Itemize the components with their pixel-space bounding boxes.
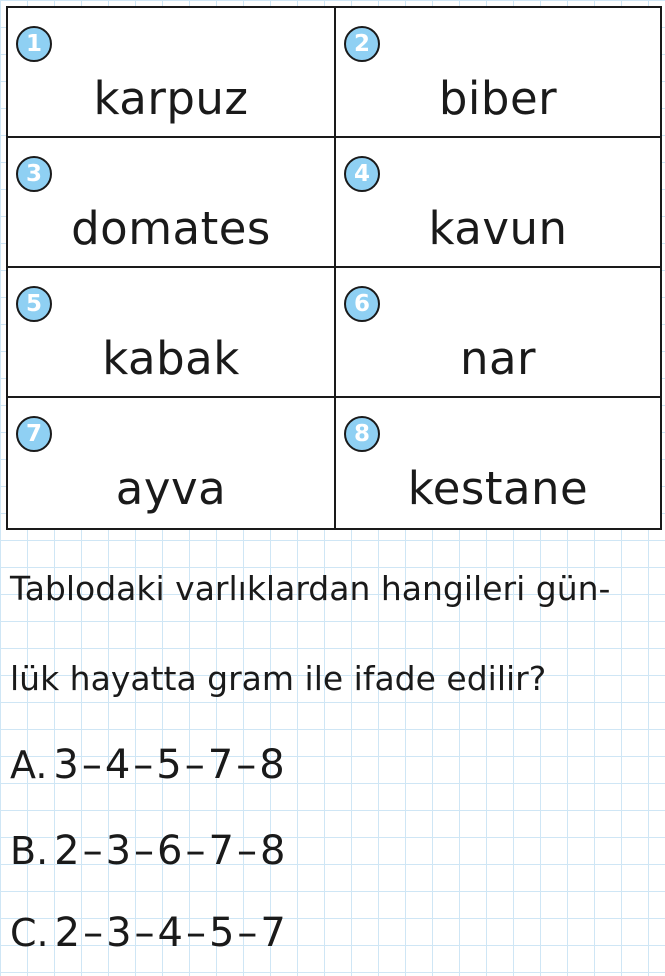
question-line-1: Tablodaki varlıklardan hangileri gün- (10, 569, 611, 608)
number-badge: 5 (16, 286, 52, 322)
table-cell (8, 138, 336, 268)
table-cell (336, 138, 660, 268)
answer-option-b[interactable] (10, 828, 289, 879)
number-badge: 8 (344, 416, 380, 452)
cell-word: ayva (115, 462, 227, 515)
question-line-2: lük hayatta gram ile ifade edilir? (10, 659, 547, 698)
cell-word: biber (438, 72, 558, 125)
cell-word: kestane (407, 462, 589, 515)
table-cell (8, 398, 336, 528)
table-cell (8, 268, 336, 398)
option-letter: B. (10, 829, 49, 873)
answer-option-c[interactable] (10, 910, 289, 961)
question-text (10, 569, 660, 710)
option-value: 3–4–5–7–8 (53, 742, 288, 788)
table-cell (336, 268, 660, 398)
number-badge: 3 (16, 156, 52, 192)
number-badge: 2 (344, 26, 380, 62)
items-table (6, 6, 662, 530)
number-badge: 6 (344, 286, 380, 322)
number-badge: 1 (16, 26, 52, 62)
cell-word: kavun (428, 202, 568, 255)
number-badge: 4 (344, 156, 380, 192)
option-value: 2–3–4–5–7 (54, 910, 289, 956)
option-letter: A. (10, 743, 48, 787)
option-letter: C. (10, 911, 49, 955)
cell-word: karpuz (93, 72, 249, 125)
cell-word: domates (71, 202, 271, 255)
cell-word: nar (459, 332, 537, 385)
table-cell (336, 8, 660, 138)
cell-word: kabak (102, 332, 240, 385)
option-value: 2–3–6–7–8 (54, 828, 289, 874)
number-badge: 7 (16, 416, 52, 452)
table-cell (336, 398, 660, 528)
table-cell (8, 8, 336, 138)
answer-option-a[interactable] (10, 742, 288, 793)
